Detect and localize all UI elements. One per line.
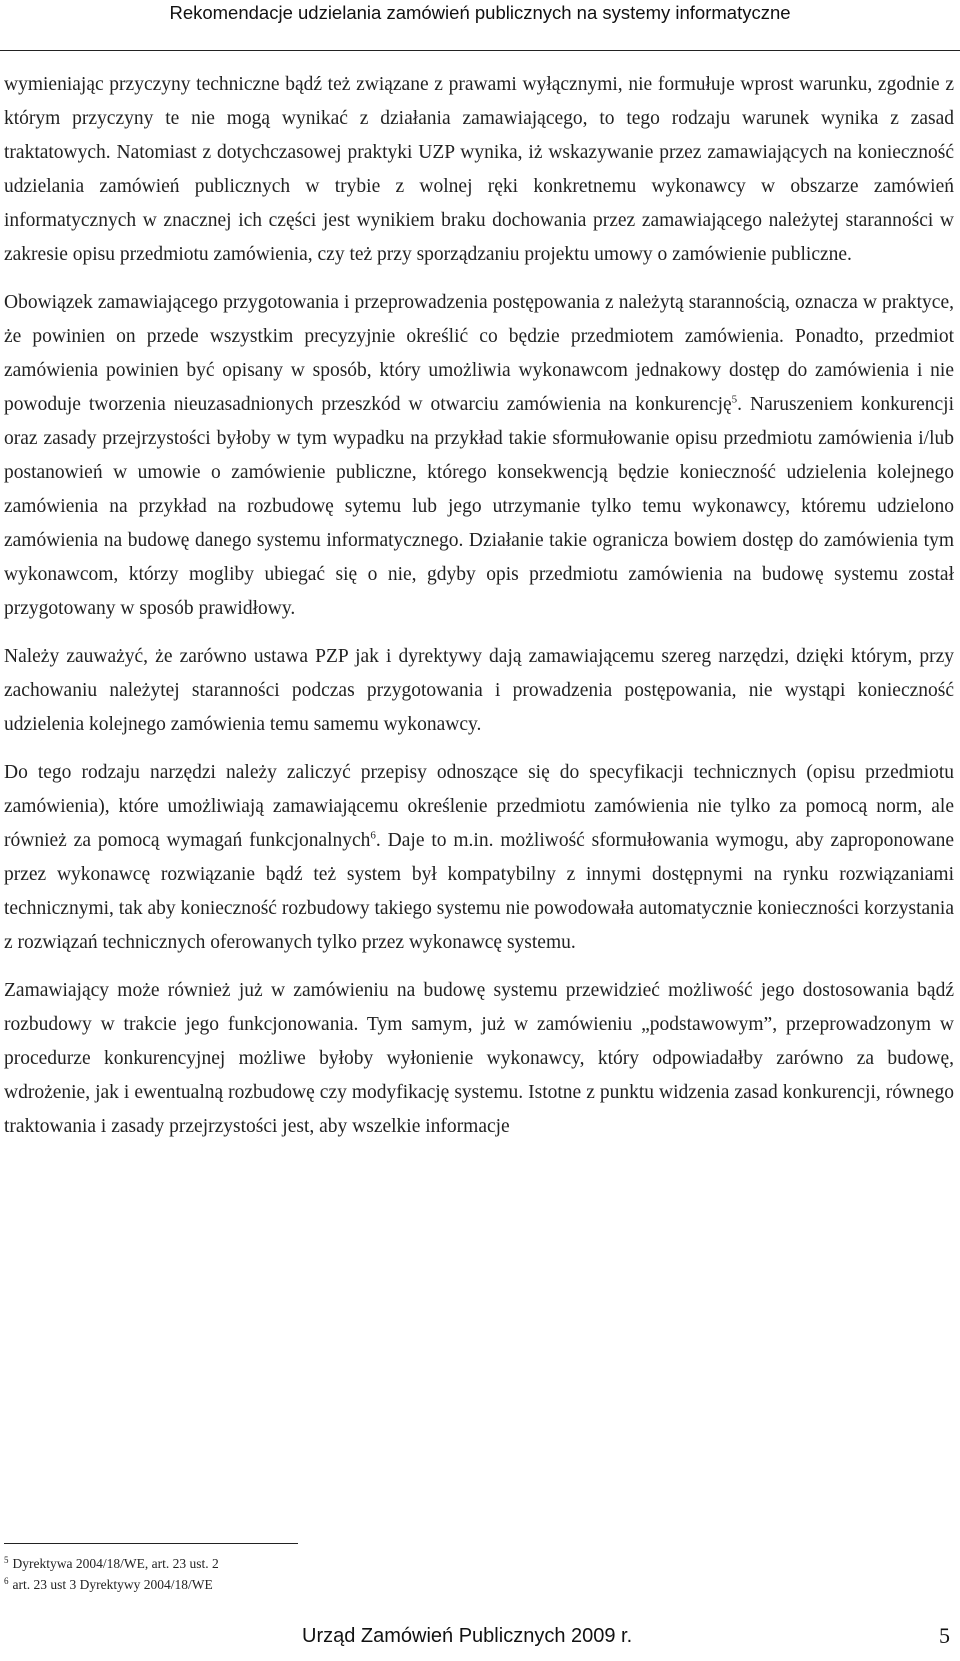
footnote-number: 6	[4, 1575, 9, 1586]
running-header	[0, 0, 960, 51]
paragraph-4-text-b: . Daje to m.in. możliwość sformułowania wymogu, aby zaproponowane przez wykonawcę rozwiązanie bądź też system był kompatybilny z innymi dostępnymi na rynku rozwiązaniami technicznymi, tak aby konieczność rozbudowy takiego systemu nie powodowała automatycznie konieczności korzystania z rozwiązań technicznych oferowanych tylko przez wykonawcę systemu.	[4, 830, 954, 953]
footer-publisher: Urząd Zamówień Publicznych 2009 r.	[302, 1625, 633, 1647]
footnote-6	[4, 1574, 604, 1595]
footnote-number: 5	[4, 1554, 9, 1565]
body-text	[4, 68, 954, 1158]
paragraph-2	[4, 286, 954, 626]
footnote-ref-5: 5	[731, 393, 738, 406]
paragraph-4	[4, 756, 954, 960]
footnotes	[4, 1553, 604, 1595]
paragraph-3: Należy zauważyć, że zarówno ustawa PZP jak i dyrektywy dają zamawiającemu szereg narzędzi, dzięki którym, przy zachowaniu należytej staranności podczas przygotowania i prowadzenia postępowania, nie wystąpi konieczność udzielenia kolejnego zamówienia temu samemu wykonawcy.	[4, 646, 954, 735]
paragraph-5: Zamawiający może również już w zamówieniu na budowę systemu przewidzieć możliwość jego dostosowania bądź rozbudowy w trakcie jego funkcjonowania. Tym samym, już w zamówieniu „podstawowym”, przeprowadzonym w procedurze konkurencyjnej możliwe byłoby wyłonienie wykonawcy, który odpowiadałby zarówno za budowę, wdrożenie, jak i ewentualną rozbudowę czy modyfikację systemu. Istotne z punktu widzenia zasad konkurencji, równego traktowania i zasady przejrzystości jest, aby wszelkie informacje	[4, 980, 954, 1137]
footnote-5	[4, 1553, 604, 1574]
page-footer	[0, 1621, 960, 1655]
footnote-ref-6: 6	[370, 829, 376, 842]
paragraph-4-text-a: Do tego rodzaju narzędzi należy zaliczyć przepisy odnoszące się do specyfikacji technicznych (opisu przedmiotu zamówienia), które umożliwiają zamawiającemu określenie przedmiotu zamówienia nie tylko za pomocą norm, ale również za pomocą wymagań funkcjonalnych	[4, 762, 954, 851]
footnote-divider	[4, 1543, 298, 1544]
paragraph-2-text-a: Obowiązek zamawiającego przygotowania i przeprowadzenia postępowania z należytą starannością, oznacza w praktyce, że powinien on przede wszystkim precyzyjnie określić co będzie przedmiotem zamówienia. Ponadto, przedmiot zamówienia powinien być opisany w sposób, który umożliwia wykonawcom jednakowy dostęp do zamówienia i nie powoduje tworzenia nieuzasadnionych przeszkód w otwarciu zamówienia na konkurencję	[4, 292, 954, 415]
footnote-text: Dyrektywa 2004/18/WE, art. 23 ust. 2	[12, 1556, 219, 1571]
paragraph-1: wymieniając przyczyny techniczne bądź też związane z prawami wyłącznymi, nie formułuje wprost warunku, zgodnie z którym przyczyny te nie mogą wynikać z działania zamawiającego, to tego rodzaju warunek wynika z zasad traktatowych. Natomiast z dotychczasowej praktyki UZP wynika, iż wskazywanie przez zamawiających na konieczność udzielania zamówień publicznych w trybie z wolnej ręki konkretnemu wykonawcy w obszarze zamówień informatycznych w znacznej ich części jest wynikiem braku dochowania przez zamawiającego należytej staranności w zakresie opisu przedmiotu zamówienia, czy też przy sporządzaniu projektu umowy o zamówienie publiczne.	[4, 74, 954, 265]
page-number: 5	[939, 1623, 950, 1648]
paragraph-2-text-b: . Naruszeniem konkurencji oraz zasady przejrzystości byłoby w tym wypadku na przykład takie sformułowanie opisu przedmiotu zamówienia i/lub postanowień w umowie o zamówienie publiczne, którego konsekwencją będzie konieczność udzielenia kolejnego zamówienia na przykład na rozbudowę sytemu lub jego utrzymanie tylko temu wykonawcy, któremu udzielono zamówienia na budowę danego systemu informatycznego. Działanie takie ogranicza bowiem dostęp do zamówienia tym wykonawcom, którzy mogliby ubiegać się o nie, gdyby opis przedmiotu zamówienia na budowę systemu został przygotowany w sposób prawidłowy.	[4, 394, 954, 619]
header-title: Rekomendacje udzielania zamówień publicznych na systemy informatyczne	[169, 2, 791, 23]
footnote-text: art. 23 ust 3 Dyrektywy 2004/18/WE	[12, 1577, 213, 1592]
